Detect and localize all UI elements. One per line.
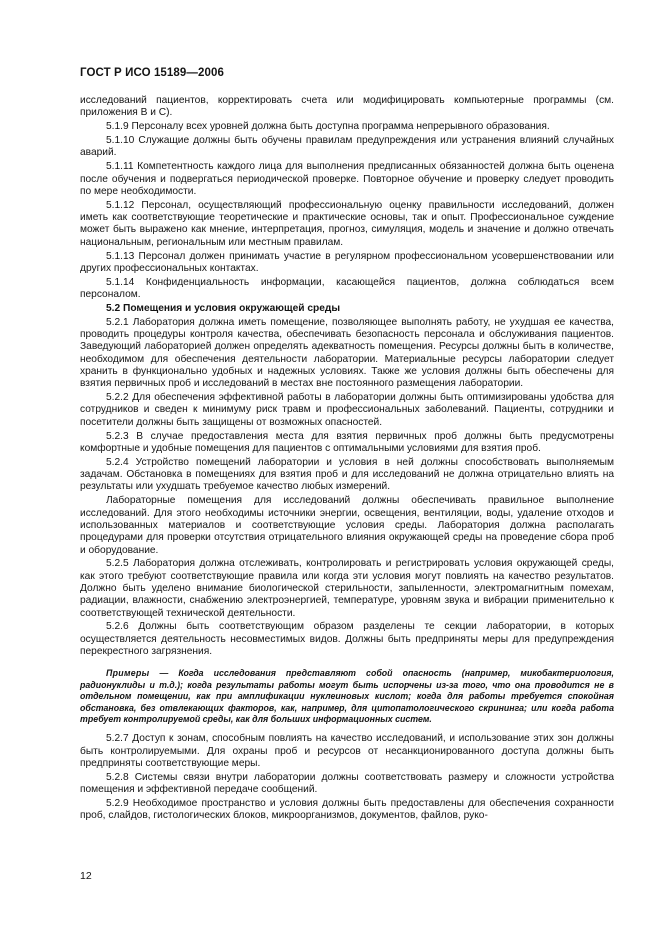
paragraph: 5.2.2 Для обеспечения эффективной работы в лаборатории должны быть оптимизированы удобства для сотрудников и сведен к минимуму риск травм и профессиональных заболеваний. Пациенты, сотрудники и посетители должны быть защищены от возможных опасностей. bbox=[80, 392, 614, 428]
paragraph: 5.2.1 Лаборатория должна иметь помещение, позволяющее выполнять работу, не ухудшая ее качества, проводить процедуры контроля качества, обеспечивать безопасность персонала и обслуживания пациентов. Заведующий лабораторией должен определять адекватность помещения. Ресурсы должны быть в количестве, необходимом для обеспечения деятельности лаборатории. Материальные ресурсы лаборатории следует хранить в функционально удобных и надежных условиях. Также же условия должны быть обеспечены для взятия первичных проб и исследований в местах вне постоянного размещения лаборатории. bbox=[80, 316, 614, 390]
paragraph: 5.1.14 Конфиденциальность информации, касающейся пациентов, должна соблюдаться всем персоналом. bbox=[80, 276, 614, 301]
paragraphs-after-note bbox=[80, 733, 614, 822]
paragraph: 5.2.7 Доступ к зонам, способным повлиять на качество исследований, и использование этих зон должны быть контролируемыми. Для охраны проб и ресурсов от несанкционированного доступа должны быть предприняты соответствующие меры. bbox=[80, 733, 614, 769]
paragraph: 5.1.10 Служащие должны быть обучены правилам предупреждения или устранения влияний случайных аварий. bbox=[80, 135, 614, 159]
paragraph: 5.1.12 Персонал, осуществляющий профессиональную оценку правильности исследований, должен иметь как соответствующие теоретические и практические основы, так и опыт. Профессиональное суждение может быть выражено как мнение, интерпретация, прогноз, симуляция, модель и значение и должно отвечать национальным, региональным или местным правилам. bbox=[80, 199, 614, 248]
paragraph: 5.1.13 Персонал должен принимать участие в регулярном профессиональном усовершенствовании или других профессиональных контактах. bbox=[80, 250, 614, 274]
paragraph: 5.2.3 В случае предоставления места для взятия первичных проб должны быть предусмотрены комфортные и удобные помещения для пациентов с оптимальными условиями для взятия проб. bbox=[80, 430, 614, 454]
paragraphs-before-note bbox=[80, 95, 614, 658]
paragraph: 5.2.8 Системы связи внутри лаборатории должны соответствовать размеру и сложности устройства помещения и эффективной передаче сообщений. bbox=[80, 771, 614, 796]
examples-note bbox=[80, 668, 614, 725]
note-text: — Когда исследования представляют собой опасность (например, микобактериология, радионуклиды и т.д.); когда результаты работы могут быть испорчены из-за того, что она проводится не в отдельном помещении, как при амплификации нуклеиновых кислот; когда для работы требуется спокойная обстановка, без отвлекающих факторов, как, например, для цитопатологического скрининга; или когда работа требует контролируемой среды, как для больших информационных систем. bbox=[80, 668, 614, 724]
page-number: 12 bbox=[80, 870, 92, 882]
paragraph: 5.2.6 Должны быть соответствующим образом разделены те секции лаборатории, в которых осуществляется деятельность несовместимых видов. Должны быть предприняты меры для предупреждения перекрестного загрязнения. bbox=[80, 621, 614, 658]
section-heading: 5.2 Помещения и условия окружающей среды bbox=[106, 302, 341, 314]
paragraph: исследований пациентов, корректировать счета или модифицировать компьютерные программы (см. приложения В и С). bbox=[80, 95, 614, 119]
page-body bbox=[80, 95, 614, 824]
paragraph: 5.1.9 Персоналу всех уровней должна быть доступна программа непрерывного образования. bbox=[106, 121, 550, 133]
paragraph: 5.2.5 Лаборатория должна отслеживать, контролировать и регистрировать условия окружающей среды, как этого требуют соответствующие правила или когда эти условия могут повлиять на качество результатов. Должно быть уделено внимание биологической стерильности, запыленности, электромагнитным помехам, радиации, влажности, снабжению электроэнергией, температуре, уровням звука и вибрации применительно к соответствующей технической деятельности. bbox=[80, 558, 614, 619]
document-header: ГОСТ Р ИСО 15189—2006 bbox=[80, 67, 225, 79]
paragraph: Лабораторные помещения для исследований должны обеспечивать правильное выполнение исследований. Для этого необходимы источники энергии, освещения, вентиляции, воды, удаление отходов и использованных материалов и соответствующие условия среды. Лаборатория должна располагать процедурами для проверки отсутствия отрицательного влияния окружающей среды на проведение сбора проб и оборудование. bbox=[80, 495, 614, 556]
note-label: Примеры bbox=[106, 668, 150, 679]
paragraph: 5.1.11 Компетентность каждого лица для выполнения предписанных обязанностей должна быть оценена после обучения и подвергаться периодической проверке. Повторное обучение и проверку следует проводить по мере необходимости. bbox=[80, 161, 614, 197]
paragraph: 5.2.4 Устройство помещений лаборатории и условия в ней должны способствовать выполняемым задачам. Обстановка в помещениях для взятия проб и для исследований не должна отрицательно влиять на результаты или ухудшать требуемое качество любых измерений. bbox=[80, 456, 614, 493]
paragraph: 5.2.9 Необходимое пространство и условия должны быть предоставлены для обеспечения сохранности проб, слайдов, гистологических блоков, микроорганизмов, документов, файлов, руко- bbox=[80, 798, 614, 822]
